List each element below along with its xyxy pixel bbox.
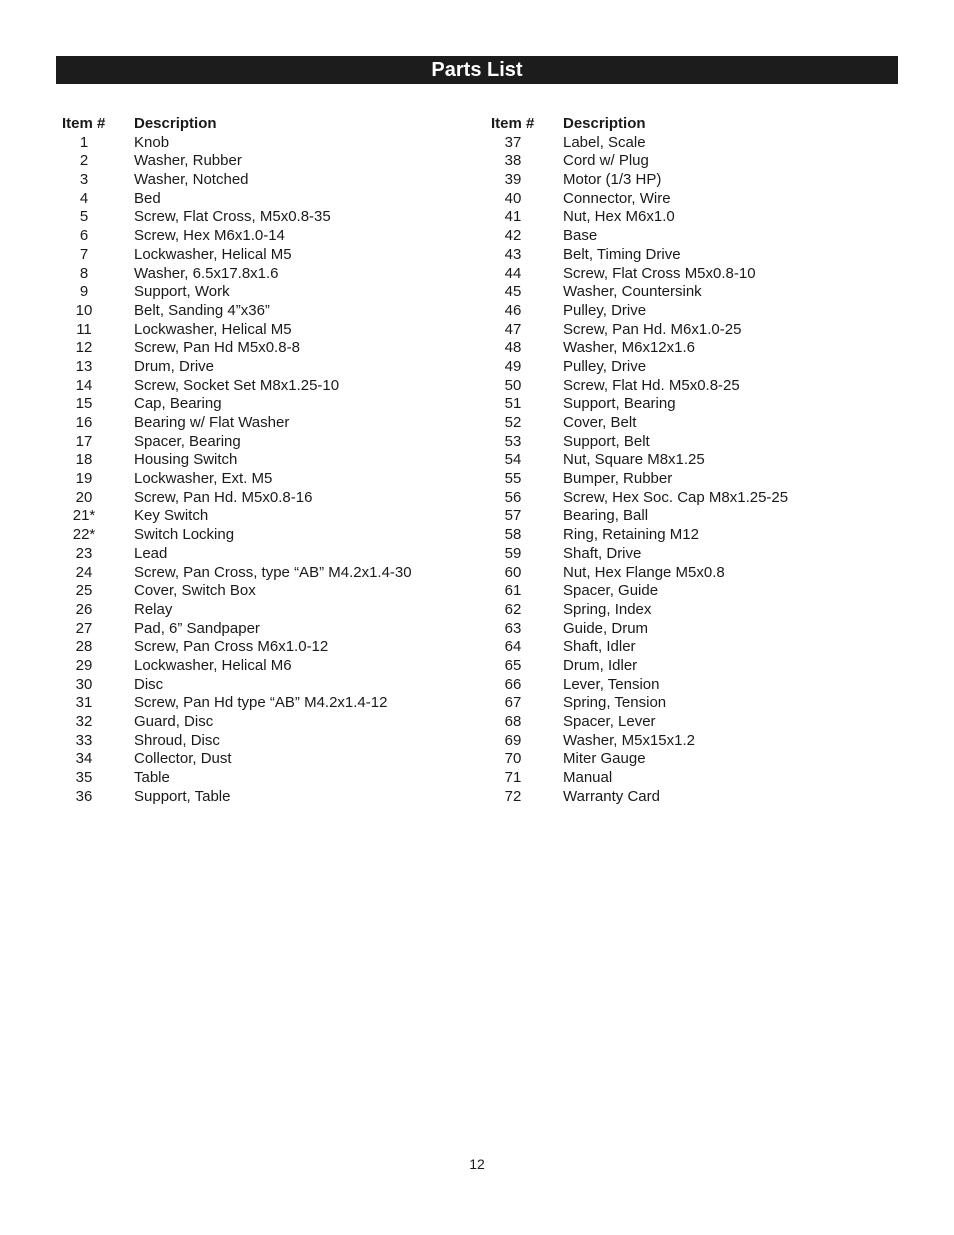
part-row (56, 152, 456, 171)
item-description: Washer, Notched (134, 171, 249, 189)
item-number: 45 (504, 283, 522, 301)
item-description: Lockwasher, Helical M5 (134, 320, 292, 338)
part-row (56, 788, 456, 807)
item-description: Knob (134, 133, 170, 151)
item-description: Nut, Hex Flange M5x0.8 (563, 563, 725, 581)
part-row (485, 395, 885, 414)
item-description: Spacer, Bearing (134, 432, 241, 450)
item-description: Guide, Drum (563, 619, 649, 637)
item-number: 5 (79, 208, 89, 226)
part-row (485, 732, 885, 751)
part-row (485, 788, 885, 807)
item-number: 11 (76, 320, 92, 338)
part-row (56, 582, 456, 601)
item-description: Washer, M5x15x1.2 (563, 731, 696, 749)
part-row (485, 638, 885, 657)
item-description: Screw, Pan Hd M5x0.8-8 (134, 339, 300, 357)
header-row (485, 115, 885, 134)
part-row (56, 246, 456, 265)
item-number: 14 (75, 376, 93, 394)
item-description: Pad, 6” Sandpaper (134, 619, 260, 637)
item-description: Screw, Socket Set M8x1.25-10 (134, 376, 340, 394)
part-row (485, 620, 885, 639)
item-number: 23 (75, 544, 93, 562)
item-description: Screw, Pan Cross M6x1.0-12 (134, 638, 329, 656)
parts-list-right (485, 115, 885, 806)
item-number: 53 (504, 432, 522, 450)
part-row (56, 451, 456, 470)
item-number: 3 (79, 171, 89, 189)
item-number: 62 (504, 600, 522, 618)
part-row (485, 208, 885, 227)
item-number: 41 (504, 208, 522, 226)
part-row (56, 302, 456, 321)
part-row (56, 507, 456, 526)
item-description: Lockwasher, Helical M5 (134, 245, 292, 263)
item-description: Screw, Flat Hd. M5x0.8-25 (563, 376, 740, 394)
part-row (56, 564, 456, 583)
part-row (485, 564, 885, 583)
item-description: Spacer, Lever (563, 713, 656, 730)
item-description: Disc (134, 675, 164, 693)
part-row (56, 433, 456, 452)
item-number: 54 (504, 451, 522, 469)
part-row (485, 526, 885, 545)
item-number: 6 (79, 227, 89, 245)
part-row (485, 451, 885, 470)
item-number: 29 (75, 656, 93, 674)
part-row (485, 227, 885, 246)
item-number: 22* (72, 526, 96, 544)
part-row (56, 732, 456, 751)
item-description: Label, Scale (563, 133, 646, 151)
part-row (485, 657, 885, 676)
part-row (56, 601, 456, 620)
item-number: 4 (79, 189, 89, 207)
part-row (485, 470, 885, 489)
item-number: 1 (79, 133, 89, 151)
item-description: Screw, Hex M6x1.0-14 (134, 227, 285, 245)
item-number: 19 (75, 470, 93, 488)
part-row (485, 339, 885, 358)
item-description: Shaft, Idler (563, 638, 636, 656)
part-row (56, 339, 456, 358)
parts-list-left (56, 115, 456, 806)
part-row (485, 377, 885, 396)
part-row (485, 713, 885, 732)
item-description: Screw, Flat Cross, M5x0.8-35 (134, 208, 331, 226)
item-description: Support, Work (134, 283, 230, 301)
part-row (485, 507, 885, 526)
part-row (485, 321, 885, 340)
item-number: 66 (504, 675, 522, 693)
part-row (56, 676, 456, 695)
item-description: Key Switch (134, 507, 209, 525)
part-row (485, 601, 885, 620)
item-description: Screw, Pan Hd. M5x0.8-16 (134, 488, 313, 506)
part-row (56, 638, 456, 657)
item-description: Bed (134, 189, 161, 207)
part-row (485, 676, 885, 695)
item-number: 39 (504, 171, 522, 189)
part-row (485, 414, 885, 433)
item-number: 72 (504, 787, 522, 805)
item-description: Ring, Retaining M12 (563, 526, 699, 544)
part-row (56, 526, 456, 545)
item-number: 51 (504, 395, 522, 413)
part-row (56, 414, 456, 433)
item-description: Lockwasher, Helical M6 (134, 656, 292, 674)
item-description: Manual (563, 769, 613, 787)
item-description: Switch Locking (134, 526, 235, 544)
item-description: Shaft, Drive (563, 544, 642, 562)
item-number: 68 (504, 713, 522, 730)
item-description: Motor (1/3 HP) (563, 171, 662, 189)
item-description: Cover, Belt (563, 414, 637, 431)
item-number: 64 (504, 638, 522, 656)
part-row (485, 750, 885, 769)
item-number: 55 (504, 470, 522, 488)
item-description: Shroud, Disc (134, 731, 220, 749)
item-number: 9 (79, 283, 89, 301)
item-description: Cap, Bearing (134, 395, 222, 413)
item-number: 61 (504, 582, 522, 600)
part-row (485, 265, 885, 284)
item-number: 56 (504, 488, 522, 506)
item-number: 31 (75, 694, 93, 712)
item-description: Washer, Countersink (563, 283, 702, 301)
item-number: 25 (75, 582, 93, 600)
item-number: 49 (504, 357, 522, 375)
item-number: 60 (504, 563, 522, 581)
item-description: Screw, Pan Hd type “AB” M4.2x1.4-12 (134, 694, 388, 712)
item-description: Pulley, Drive (563, 301, 647, 319)
item-description: Lead (134, 544, 168, 562)
item-description: Nut, Square M8x1.25 (563, 451, 705, 469)
item-number: 32 (75, 713, 93, 730)
item-description: Cord w/ Plug (563, 152, 649, 170)
part-row (56, 227, 456, 246)
page-title: Parts List (56, 56, 898, 84)
item-number: 33 (75, 731, 93, 749)
item-number: 40 (504, 189, 522, 207)
item-number: 57 (504, 507, 522, 525)
item-description: Bearing, Ball (563, 507, 649, 525)
part-row (56, 395, 456, 414)
item-description: Spacer, Guide (563, 582, 659, 600)
item-number: 30 (75, 675, 93, 693)
part-row (485, 190, 885, 209)
part-row (56, 470, 456, 489)
part-row (56, 171, 456, 190)
part-row (56, 545, 456, 564)
item-description: Washer, Rubber (134, 152, 242, 170)
item-description: Drum, Idler (563, 656, 638, 674)
item-description: Warranty Card (563, 787, 660, 805)
item-description: Cover, Switch Box (134, 582, 256, 600)
item-description: Lever, Tension (563, 675, 660, 693)
item-description: Washer, M6x12x1.6 (563, 339, 696, 357)
parts-rows-left (56, 134, 456, 807)
item-number: 69 (504, 731, 522, 749)
item-description: Miter Gauge (563, 750, 646, 768)
item-number: 44 (504, 264, 522, 282)
item-number: 65 (504, 656, 522, 674)
item-number: 36 (75, 787, 93, 805)
description-header: Description (134, 115, 217, 132)
part-row (485, 171, 885, 190)
item-number: 35 (75, 769, 93, 787)
item-number: 2 (79, 152, 89, 170)
part-row (485, 694, 885, 713)
item-number: 18 (75, 451, 93, 469)
item-number: 8 (79, 264, 89, 282)
item-description: Lockwasher, Ext. M5 (134, 470, 273, 488)
item-description: Connector, Wire (563, 189, 671, 207)
part-row (56, 321, 456, 340)
description-header: Description (563, 115, 646, 132)
part-row (56, 265, 456, 284)
part-row (56, 620, 456, 639)
part-row (56, 769, 456, 788)
item-number: 17 (75, 432, 93, 450)
item-description: Spring, Tension (563, 694, 667, 712)
part-row (485, 769, 885, 788)
item-number: 34 (75, 750, 93, 768)
part-row (485, 489, 885, 508)
part-row (56, 358, 456, 377)
item-number: 21* (72, 507, 96, 525)
part-row (56, 750, 456, 769)
item-number: 20 (75, 488, 93, 506)
part-row (56, 208, 456, 227)
item-number: 70 (504, 750, 522, 768)
item-number-header: Item # (62, 115, 106, 132)
part-row (56, 190, 456, 209)
item-description: Belt, Sanding 4”x36” (134, 301, 270, 319)
item-description: Housing Switch (134, 451, 238, 469)
part-row (485, 283, 885, 302)
item-description: Spring, Index (563, 600, 652, 618)
item-description: Nut, Hex M6x1.0 (563, 208, 675, 226)
item-description: Support, Belt (563, 432, 650, 450)
item-number: 27 (75, 619, 93, 637)
item-description: Screw, Pan Hd. M6x1.0-25 (563, 320, 742, 338)
item-number: 59 (504, 544, 522, 562)
item-description: Drum, Drive (134, 357, 215, 375)
item-number: 15 (75, 395, 93, 413)
item-number: 71 (504, 769, 522, 787)
item-description: Belt, Timing Drive (563, 245, 681, 263)
item-number: 7 (79, 245, 89, 263)
item-description: Support, Table (134, 787, 231, 805)
item-description: Table (134, 769, 170, 787)
item-description: Screw, Flat Cross M5x0.8-10 (563, 264, 756, 282)
part-row (56, 283, 456, 302)
item-number-header: Item # (491, 115, 535, 132)
item-number: 42 (504, 227, 522, 245)
item-number: 47 (504, 320, 522, 338)
item-description: Bearing w/ Flat Washer (134, 414, 290, 431)
page-number: 12 (469, 1156, 485, 1172)
part-row (56, 657, 456, 676)
item-description: Pulley, Drive (563, 357, 647, 375)
part-row (485, 152, 885, 171)
header-row (56, 115, 456, 134)
item-number: 63 (504, 619, 522, 637)
part-row (485, 134, 885, 153)
item-number: 24 (75, 563, 93, 581)
item-description: Guard, Disc (134, 713, 214, 730)
item-description: Support, Bearing (563, 395, 676, 413)
item-number: 52 (504, 414, 522, 431)
part-row (56, 489, 456, 508)
item-number: 16 (75, 414, 93, 431)
item-number: 58 (504, 526, 522, 544)
item-description: Base (563, 227, 598, 245)
item-description: Relay (134, 600, 173, 618)
item-number: 48 (504, 339, 522, 357)
item-number: 37 (504, 133, 522, 151)
part-row (485, 302, 885, 321)
item-number: 67 (504, 694, 522, 712)
part-row (56, 377, 456, 396)
item-number: 46 (504, 301, 522, 319)
part-row (485, 433, 885, 452)
item-number: 26 (75, 600, 93, 618)
item-number: 28 (75, 638, 93, 656)
item-number: 50 (504, 376, 522, 394)
item-description: Screw, Pan Cross, type “AB” M4.2x1.4-30 (134, 563, 412, 581)
item-description: Screw, Hex Soc. Cap M8x1.25-25 (563, 488, 789, 506)
item-number: 12 (75, 339, 93, 357)
item-description: Bumper, Rubber (563, 470, 673, 488)
item-number: 10 (75, 301, 93, 319)
part-row (485, 358, 885, 377)
part-row (485, 582, 885, 601)
item-number: 43 (504, 245, 522, 263)
part-row (56, 713, 456, 732)
item-number: 13 (75, 357, 93, 375)
part-row (485, 545, 885, 564)
item-description: Collector, Dust (134, 750, 232, 768)
part-row (56, 694, 456, 713)
part-row (485, 246, 885, 265)
item-description: Washer, 6.5x17.8x1.6 (134, 264, 279, 282)
part-row (56, 134, 456, 153)
item-number: 38 (504, 152, 522, 170)
parts-rows-right (485, 134, 885, 807)
